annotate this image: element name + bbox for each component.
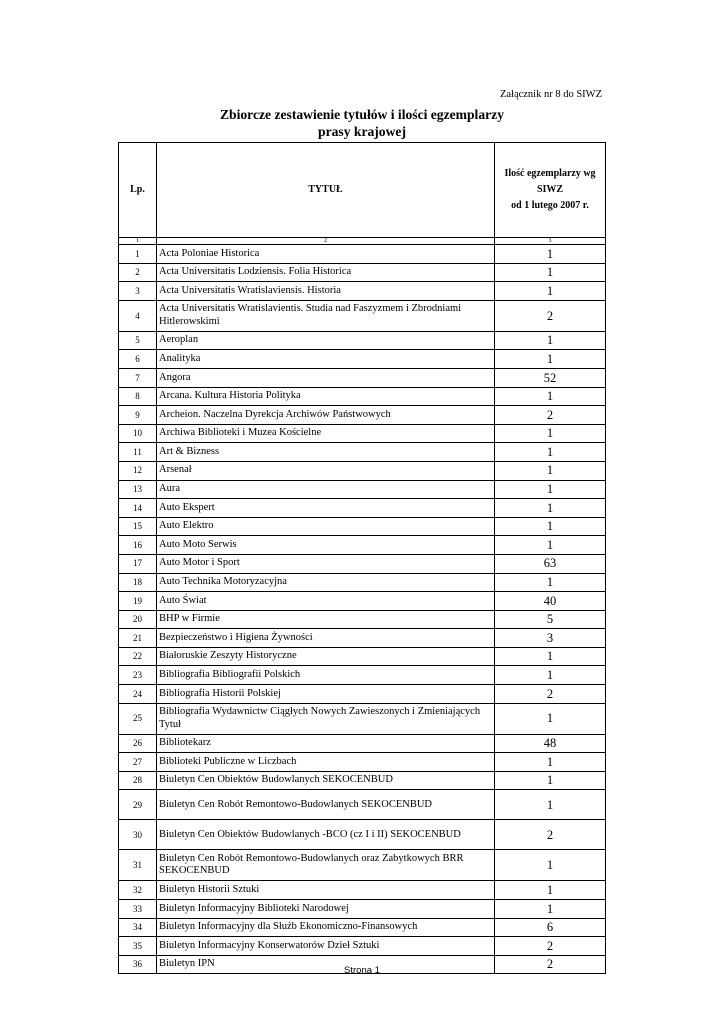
row-title: Biuletyn Informacyjny Biblioteki Narodowej [157,900,495,919]
table-row [119,629,606,648]
table-row [119,900,606,919]
row-lp: 14 [119,499,157,518]
row-title: Angora [157,368,495,387]
press-titles-table [118,142,606,974]
row-qty: 1 [495,753,606,772]
table-row [119,820,606,850]
row-lp: 33 [119,900,157,919]
row-qty: 2 [495,820,606,850]
row-lp: 5 [119,331,157,350]
table-row [119,350,606,369]
row-lp: 35 [119,937,157,956]
row-title: Auto Motor i Sport [157,554,495,573]
row-qty: 5 [495,610,606,629]
table-row [119,300,606,331]
row-title: Auto Technika Motoryzacyjna [157,573,495,592]
row-title: Białoruskie Zeszyty Historyczne [157,647,495,666]
row-lp: 9 [119,406,157,425]
row-qty: 1 [495,263,606,282]
row-title: Biblioteki Publiczne w Liczbach [157,753,495,772]
row-qty: 1 [495,245,606,264]
table-row [119,666,606,685]
row-lp: 32 [119,881,157,900]
annex-label: Załącznik nr 8 do SIWZ [499,89,602,100]
row-lp: 22 [119,647,157,666]
row-qty: 52 [495,368,606,387]
row-lp: 1 [119,245,157,264]
row-title: Auto Ekspert [157,499,495,518]
row-title: Biuletyn Informacyjny Konserwatorów Dzieł Sztuki [157,937,495,956]
column-number: 3 [495,238,606,245]
row-lp: 18 [119,573,157,592]
table-row [119,753,606,772]
table-row [119,536,606,555]
row-title: Analityka [157,350,495,369]
row-qty: 40 [495,592,606,611]
header-qty-line-1: Ilość egzemplarzy wg [504,168,596,179]
table-row [119,517,606,536]
table-row [119,703,606,734]
row-lp: 3 [119,282,157,301]
row-title: Biuletyn Historii Sztuki [157,881,495,900]
table-header-row [119,143,606,238]
table-row [119,406,606,425]
column-number-row [119,238,606,245]
row-title: Biuletyn IPN [157,955,495,974]
row-qty: 6 [495,918,606,937]
row-qty: 2 [495,300,606,331]
row-title: Biuletyn Cen Robót Remontowo-Budowlanych SEKOCENBUD [157,790,495,820]
row-title: Auto Świat [157,592,495,611]
row-lp: 34 [119,918,157,937]
table-row [119,480,606,499]
row-qty: 1 [495,480,606,499]
document-title [118,106,606,140]
page-footer: Strona 1 [344,965,380,976]
row-qty: 1 [495,771,606,790]
row-qty: 1 [495,461,606,480]
row-qty: 1 [495,647,606,666]
row-lp: 31 [119,850,157,881]
table-row [119,499,606,518]
row-qty: 1 [495,850,606,881]
row-qty: 1 [495,517,606,536]
title-line-2: prasy krajowej [318,124,406,139]
row-title: Biuletyn Cen Obiektów Budowlanych -BCO (cz I i II) SEKOCENBUD [157,820,495,850]
table-row [119,937,606,956]
table-row [119,331,606,350]
row-title: Biuletyn Informacyjny dla Służb Ekonomiczno-Finansowych [157,918,495,937]
row-lp: 29 [119,790,157,820]
table-row [119,685,606,704]
table-row [119,282,606,301]
row-lp: 24 [119,685,157,704]
row-qty: 2 [495,937,606,956]
column-number: 1 [119,238,157,245]
row-qty: 63 [495,554,606,573]
row-lp: 7 [119,368,157,387]
header-lp: Lp. [119,143,157,238]
row-title: Biuletyn Cen Robót Remontowo-Budowlanych oraz Zabytkowych BRR SEKOCENBUD [157,850,495,881]
row-lp: 28 [119,771,157,790]
table-row [119,881,606,900]
table-row [119,443,606,462]
row-title: Bibliografia Historii Polskiej [157,685,495,704]
table-row [119,424,606,443]
table-row [119,790,606,820]
table-row [119,771,606,790]
table-row [119,647,606,666]
row-title: Art & Bizness [157,443,495,462]
row-lp: 12 [119,461,157,480]
row-lp: 8 [119,387,157,406]
row-qty: 1 [495,443,606,462]
title-line-1: Zbiorcze zestawienie tytułów i ilości egzemplarzy [219,107,504,122]
table-row [119,263,606,282]
row-qty: 1 [495,499,606,518]
row-lp: 16 [119,536,157,555]
header-qty-line-2: SIWZ [536,184,564,195]
row-title: Acta Universitatis Wratislavientis. Studia nad Faszyzmem i Zbrodniami Hitlerowskimi [157,300,495,331]
row-qty: 1 [495,703,606,734]
table-row [119,573,606,592]
row-lp: 15 [119,517,157,536]
row-qty: 1 [495,881,606,900]
row-title: Archiwa Biblioteki i Muzea Kościelne [157,424,495,443]
row-lp: 36 [119,955,157,974]
row-qty: 1 [495,900,606,919]
row-qty: 3 [495,629,606,648]
row-title: Acta Poloniae Historica [157,245,495,264]
table-row [119,554,606,573]
header-qty [495,143,606,238]
row-qty: 48 [495,734,606,753]
table-row [119,461,606,480]
row-title: Bibliografia Wydawnictw Ciągłych Nowych Zawieszonych i Zmieniających Tytuł [157,703,495,734]
row-qty: 1 [495,424,606,443]
row-title: Arcana. Kultura Historia Polityka [157,387,495,406]
row-title: Aeroplan [157,331,495,350]
table-row [119,387,606,406]
table-row [119,918,606,937]
header-qty-line-3: od 1 lutego 2007 r. [511,200,589,211]
row-lp: 17 [119,554,157,573]
row-qty: 2 [495,406,606,425]
row-title: BHP w Firmie [157,610,495,629]
row-title: Bezpieczeństwo i Higiena Żywności [157,629,495,648]
row-lp: 23 [119,666,157,685]
row-lp: 11 [119,443,157,462]
row-lp: 2 [119,263,157,282]
row-title: Acta Universitatis Lodziensis. Folia Historica [157,263,495,282]
table-row [119,850,606,881]
row-lp: 25 [119,703,157,734]
row-lp: 19 [119,592,157,611]
row-qty: 1 [495,387,606,406]
row-title: Arsenał [157,461,495,480]
row-qty: 1 [495,331,606,350]
row-title: Bibliografia Bibliografii Polskich [157,666,495,685]
row-qty: 2 [495,685,606,704]
table-row [119,245,606,264]
row-lp: 4 [119,300,157,331]
table-row [119,734,606,753]
row-lp: 20 [119,610,157,629]
row-title: Bibliotekarz [157,734,495,753]
row-qty: 2 [495,955,606,974]
row-title: Auto Moto Serwis [157,536,495,555]
table-row [119,610,606,629]
row-qty: 1 [495,790,606,820]
row-qty: 1 [495,282,606,301]
header-title: TYTUŁ [157,143,495,238]
row-title: Auto Elektro [157,517,495,536]
row-title: Acta Universitatis Wratislaviensis. Historia [157,282,495,301]
column-number: 2 [157,238,495,245]
row-title: Aura [157,480,495,499]
row-title: Biuletyn Cen Obiektów Budowlanych SEKOCENBUD [157,771,495,790]
row-qty: 1 [495,536,606,555]
row-lp: 27 [119,753,157,772]
row-lp: 30 [119,820,157,850]
row-lp: 10 [119,424,157,443]
table-row [119,592,606,611]
row-qty: 1 [495,350,606,369]
row-lp: 26 [119,734,157,753]
row-qty: 1 [495,573,606,592]
table-row [119,368,606,387]
row-lp: 6 [119,350,157,369]
row-lp: 21 [119,629,157,648]
row-qty: 1 [495,666,606,685]
row-title: Archeion. Naczelna Dyrekcja Archiwów Państwowych [157,406,495,425]
row-lp: 13 [119,480,157,499]
